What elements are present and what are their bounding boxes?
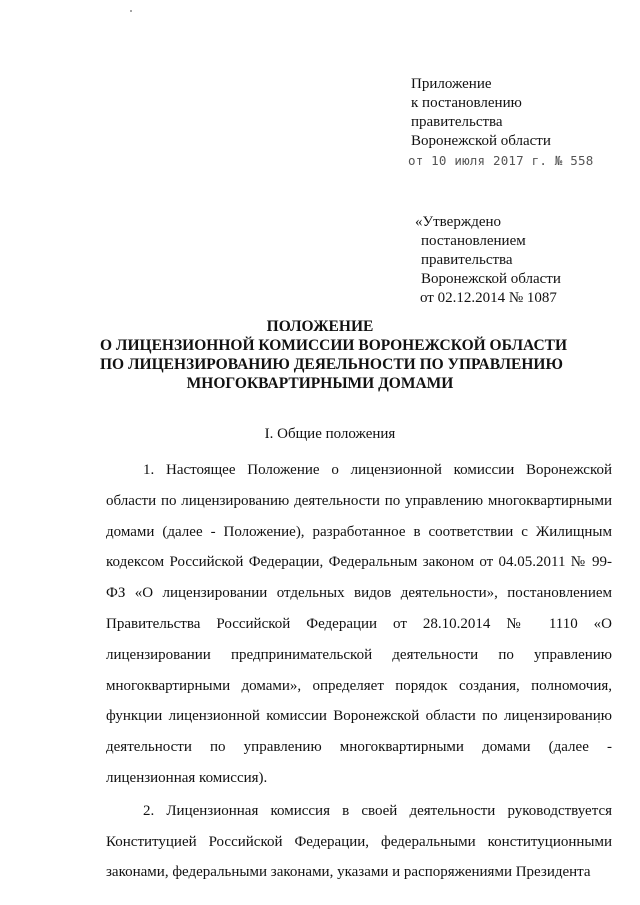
approval-line: от 02.12.2014 № 1087 — [420, 290, 557, 306]
title-line: О ЛИЦЕНЗИОННОЙ КОМИССИИ ВОРОНЕЖСКОЙ ОБЛАСТИ — [100, 337, 568, 354]
annex-line: к постановлению — [411, 95, 522, 111]
section-heading: I. Общие положения — [264, 426, 396, 442]
annex-line: правительства — [411, 114, 503, 130]
approval-line: Воронежской области — [421, 271, 561, 287]
scan-speck — [130, 10, 132, 12]
approval-block — [415, 213, 561, 308]
document-title — [100, 317, 568, 393]
title-line: ПО ЛИЦЕНЗИРОВАНИЮ ДЕЯЕЛЬНОСТИ ПО УПРАВЛЕНИЮ — [100, 356, 563, 373]
body-text — [106, 455, 612, 888]
title-line: МНОГОКВАРТИРНЫМИ ДОМАМИ — [186, 375, 454, 392]
annex-line: Приложение — [411, 76, 492, 92]
paragraph: 1. Настоящее Положение о лицензионной комиссии Воронежской области по лицензированию деятельности по управлению многоквартирными домами (далее - Положение), разработанное в соответствии с Жилищным кодексом Российской Федерации, Федеральным законом от 04.05.2011 № 99-ФЗ «О лицензировании отдельных видов деятельности», постановлением Правительства Российской Федерации от 28.10.2014 № 1110 «О лицензировании предпринимательской деятельности по управлению многоквартирными домами», определяет порядок создания, полномочия, функции лицензионной комиссии Воронежской области по лицензированию деятельности по управлению многоквартирными домами (далее - лицензионная комиссия). — [106, 462, 612, 786]
annex-block — [408, 75, 594, 170]
date-stamp: от 10 июля 2017 г. № 558 — [408, 153, 594, 168]
annex-line: Воронежской области — [411, 133, 551, 149]
title-line: ПОЛОЖЕНИЕ — [266, 318, 374, 335]
approval-line: «Утверждено — [415, 214, 502, 230]
approval-line: постановлением — [421, 233, 526, 249]
paragraph: 2. Лицензионная комиссия в своей деятельности руководствуется Конституцией Российской Федерации, федеральными конституционными законами, федеральными законами, указами и распоряжениями Президента — [106, 802, 612, 881]
approval-line: правительства — [421, 252, 513, 268]
